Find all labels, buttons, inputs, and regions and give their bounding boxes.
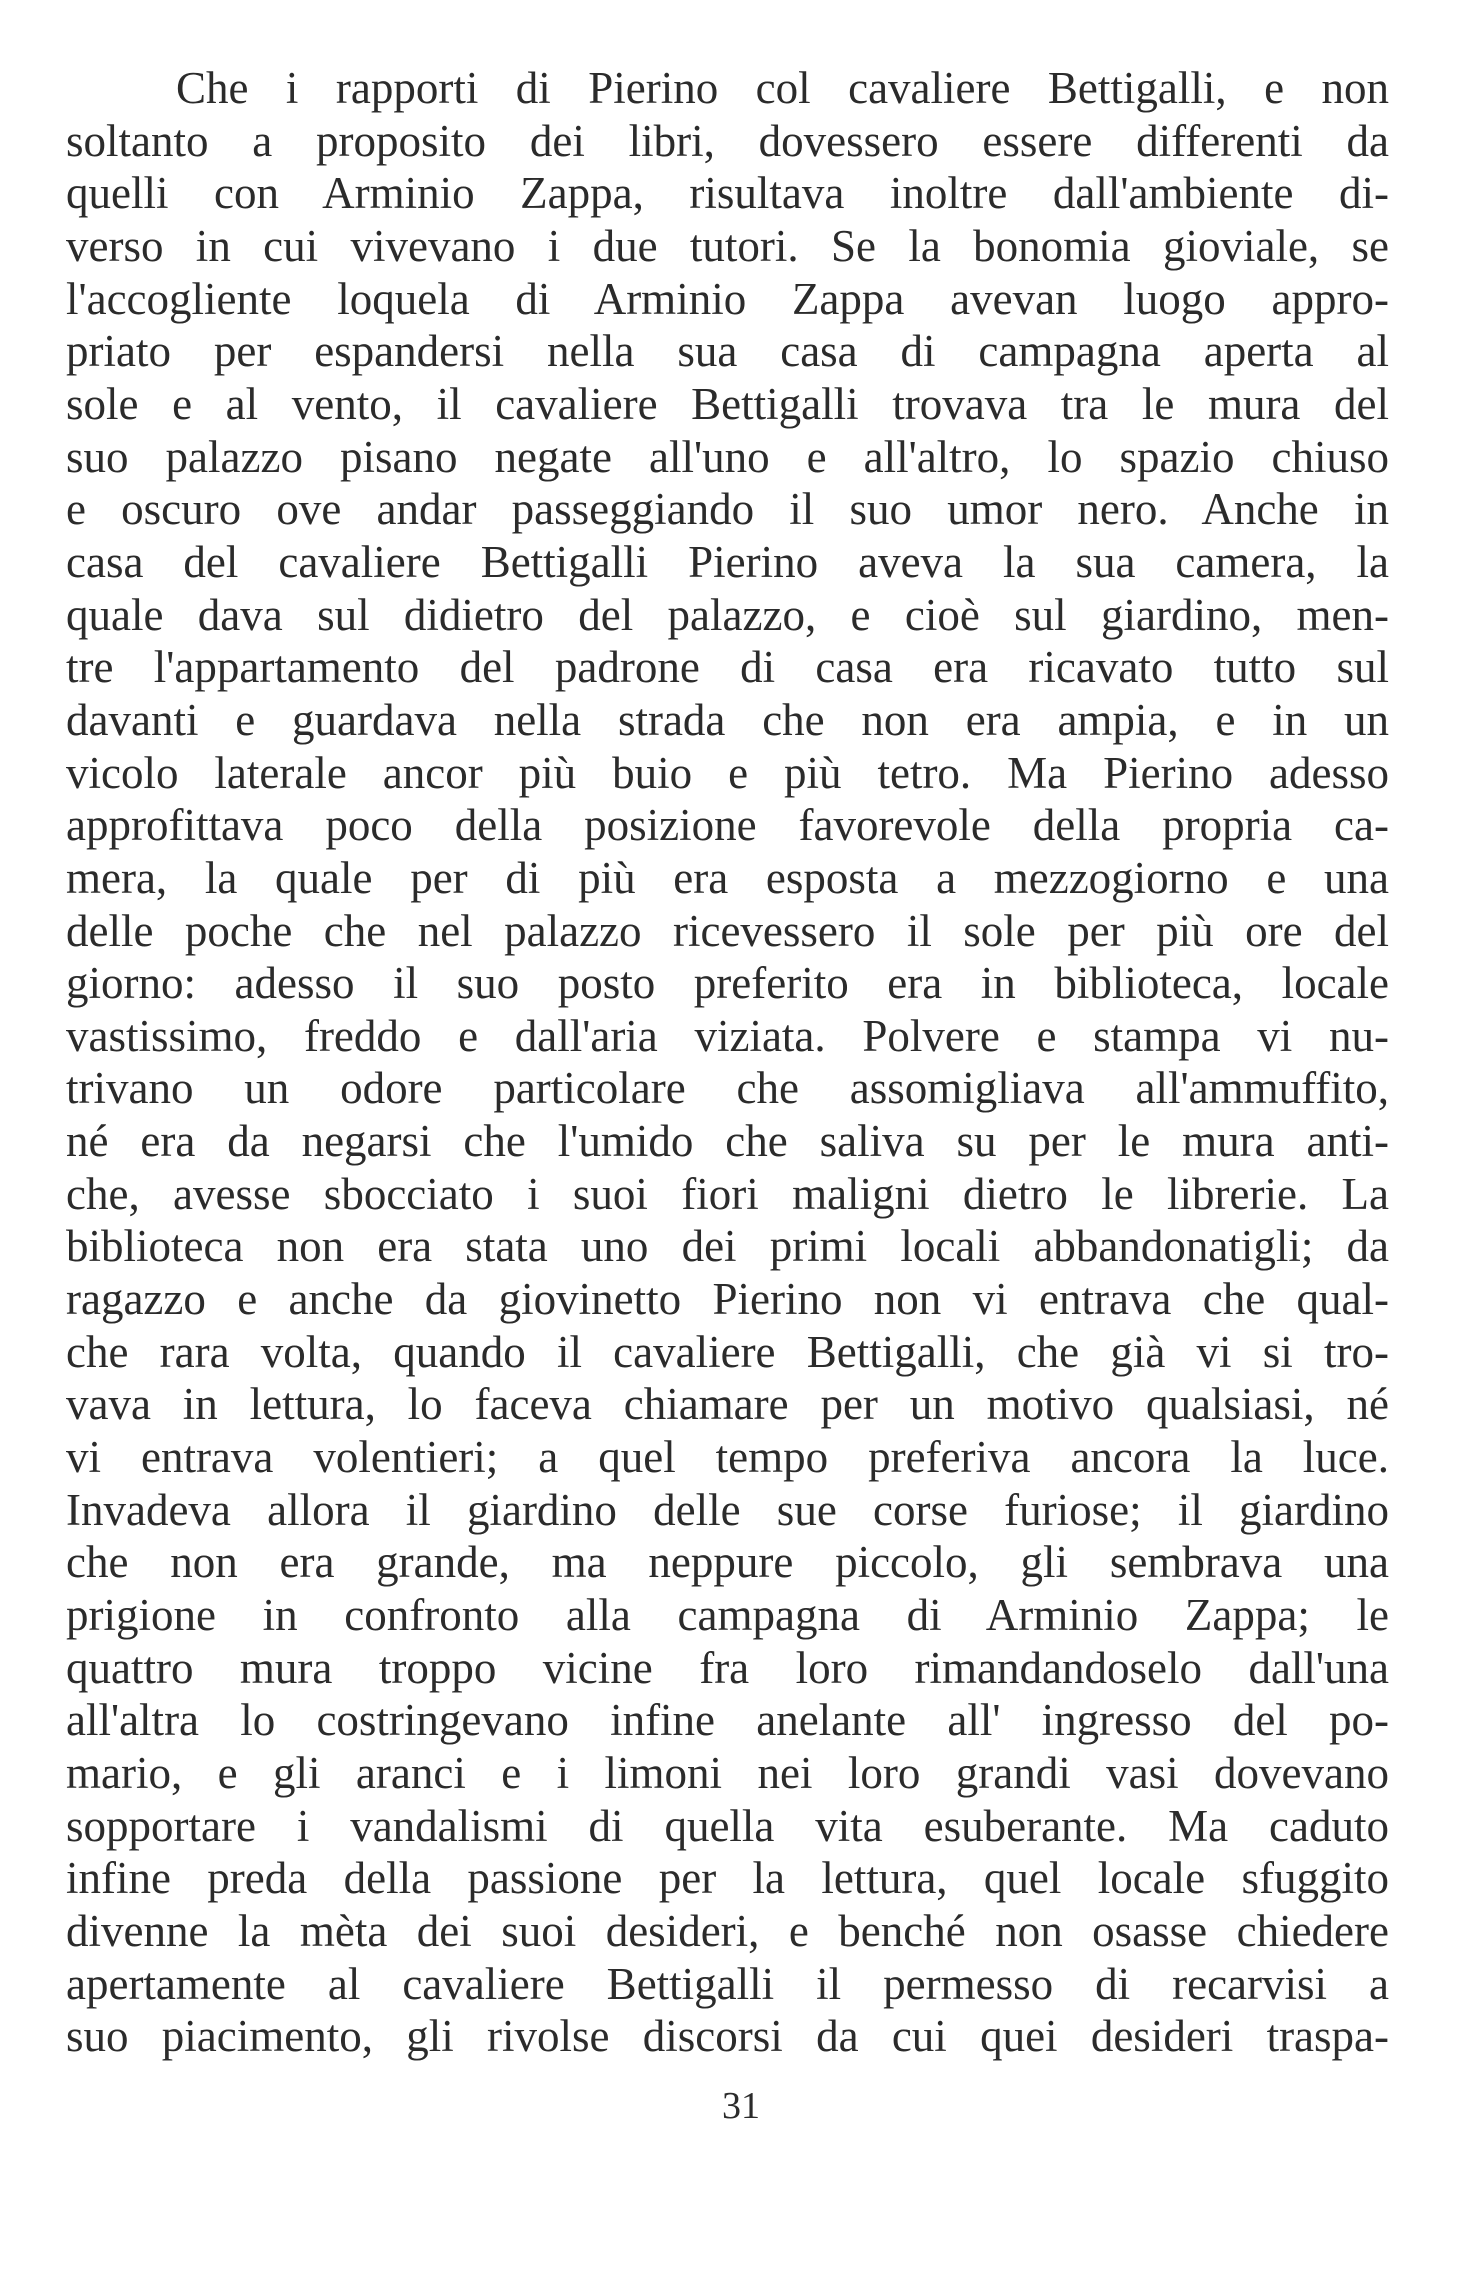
- text-line: quelli con Arminio Zappa, risultava inoltre dall'ambiente di-: [66, 168, 1389, 219]
- text-line: quattro mura troppo vicine fra loro rimandandoselo dall'una: [66, 1642, 1389, 1693]
- text-line: priato per espandersi nella sua casa di campagna aperta al: [66, 326, 1389, 377]
- text-line: infine preda della passione per la lettura, quel locale sfuggito: [66, 1853, 1389, 1904]
- text-line: quale dava sul didietro del palazzo, e cioè sul giardino, men-: [66, 589, 1389, 640]
- text-line: sole e al vento, il cavaliere Bettigalli trovava tra le mura del: [66, 378, 1389, 429]
- text-line: divenne la mèta dei suoi desideri, e benché non osasse chiedere: [66, 1905, 1389, 1956]
- text-line: vicolo laterale ancor più buio e più tetro. Ma Pierino adesso: [66, 747, 1389, 798]
- text-line: prigione in confronto alla campagna di Arminio Zappa; le: [66, 1590, 1389, 1641]
- text-line: all'altra lo costringevano infine anelante all' ingresso del po-: [66, 1695, 1389, 1746]
- text-line: né era da negarsi che l'umido che saliva su per le mura anti-: [66, 1116, 1389, 1167]
- text-line: giorno: adesso il suo posto preferito era in biblioteca, locale: [66, 958, 1389, 1009]
- page-number: 31: [722, 2085, 760, 2127]
- text-line: vava in lettura, lo faceva chiamare per un motivo qualsiasi, né: [66, 1379, 1389, 1430]
- text-line: sopportare i vandalismi di quella vita esuberante. Ma caduto: [66, 1800, 1389, 1851]
- text-line: Che i rapporti di Pierino col cavaliere Bettigalli, e non: [176, 63, 1389, 113]
- text-line: vastissimo, freddo e dall'aria viziata. Polvere e stampa vi nu-: [66, 1010, 1389, 1061]
- text-line: davanti e guardava nella strada che non era ampia, e in un: [66, 694, 1389, 745]
- text-line: approfittava poco della posizione favorevole della propria ca-: [66, 800, 1389, 851]
- text-line: delle poche che nel palazzo ricevessero il sole per più ore del: [66, 905, 1389, 956]
- text-line: l'accogliente loquela di Arminio Zappa avevan luogo appro-: [66, 273, 1389, 324]
- text-line: che rara volta, quando il cavaliere Bettigalli, che già vi si tro-: [66, 1326, 1389, 1377]
- text-line: casa del cavaliere Bettigalli Pierino aveva la sua camera, la: [66, 536, 1389, 587]
- text-line: trivano un odore particolare che assomigliava all'ammuffito,: [66, 1063, 1389, 1114]
- body-text: [66, 62, 1389, 2063]
- text-line: vi entrava volentieri; a quel tempo preferiva ancora la luce.: [66, 1432, 1389, 1483]
- text-line: tre l'appartamento del padrone di casa era ricavato tutto sul: [66, 642, 1389, 693]
- text-line: che, avesse sbocciato i suoi fiori maligni dietro le librerie. La: [66, 1168, 1389, 1219]
- text-line: ragazzo e anche da giovinetto Pierino non vi entrava che qual-: [66, 1274, 1389, 1325]
- text-line: apertamente al cavaliere Bettigalli il permesso di recarvisi a: [66, 1958, 1389, 2009]
- text-line: Invadeva allora il giardino delle sue corse furiose; il giardino: [66, 1484, 1389, 1535]
- text-line: e oscuro ove andar passeggiando il suo umor nero. Anche in: [66, 484, 1389, 535]
- text-line: suo palazzo pisano negate all'uno e all'altro, lo spazio chiuso: [66, 431, 1389, 482]
- text-line: mario, e gli aranci e i limoni nei loro grandi vasi dovevano: [66, 1748, 1389, 1798]
- text-line: mera, la quale per di più era esposta a mezzogiorno e una: [66, 852, 1389, 903]
- text-line: verso in cui vivevano i due tutori. Se la bonomia gioviale, se: [66, 220, 1389, 271]
- text-line: biblioteca non era stata uno dei primi locali abbandonatigli; da: [66, 1221, 1389, 1272]
- text-line: soltanto a proposito dei libri, dovessero essere differenti da: [66, 115, 1389, 166]
- text-line: che non era grande, ma neppure piccolo, gli sembrava una: [66, 1537, 1389, 1588]
- text-line: suo piacimento, gli rivolse discorsi da cui quei desideri traspa-: [66, 2011, 1389, 2062]
